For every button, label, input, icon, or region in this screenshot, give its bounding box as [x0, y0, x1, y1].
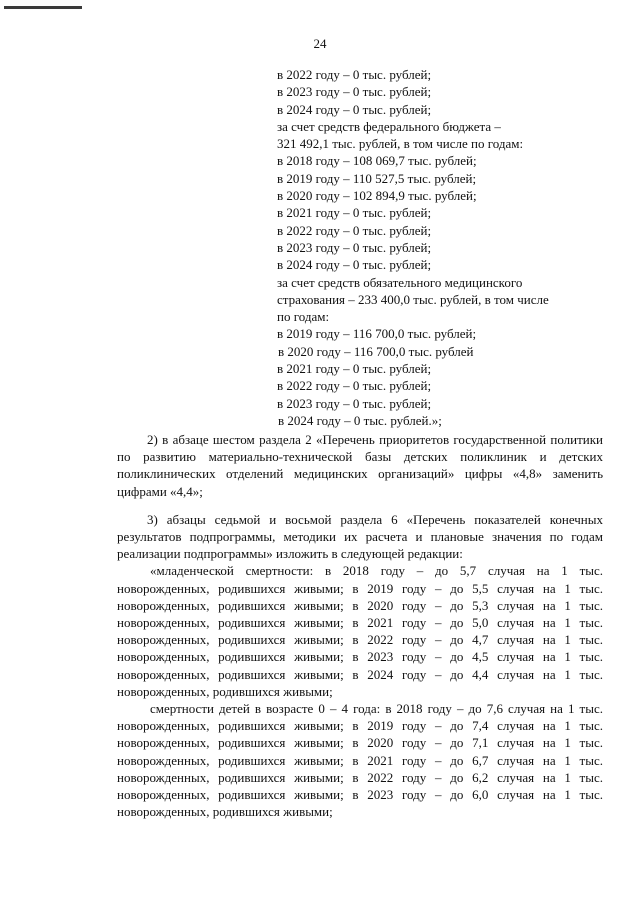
paragraph-item-2: 2) в абзаце шестом раздела 2 «Перечень приоритетов государственной политики по развитию материально-технической базы детских поликлиник и детских поликлинических отделений медицинских организаций» цифры «4,8» заменить цифрами «4,4»;: [117, 432, 603, 499]
budget-line: в 2023 году – 0 тыс. рублей;: [277, 395, 432, 411]
budget-line: в 2024 году – 0 тыс. рублей;: [277, 101, 432, 117]
budget-line: в 2024 году – 0 тыс. рублей;: [277, 257, 432, 273]
budget-line: в 2020 году – 102 894,9 тыс. рублей;: [277, 188, 477, 204]
budget-line: за счет средств обязательного медицинского: [277, 274, 523, 290]
budget-line: в 2019 году – 110 527,5 тыс. рублей;: [277, 170, 477, 186]
budget-funding-list: [277, 66, 577, 429]
budget-line: в 2023 году – 0 тыс. рублей;: [277, 84, 432, 100]
paragraph-item-3: 3) абзацы седьмой и восьмой раздела 6 «Перечень показателей конечных результатов подпрограммы, методики их расчета и плановые значения по годам реализации подпрограммы» изложить в следующей редакции:: [117, 511, 603, 562]
budget-line: в 2021 году – 0 тыс. рублей;: [277, 205, 432, 221]
budget-line: в 2018 году – 108 069,7 тыс. рублей;: [277, 153, 477, 169]
budget-line: за счет средств федерального бюджета –: [277, 118, 501, 134]
document-body: [117, 431, 603, 820]
budget-line: в 2021 году – 0 тыс. рублей;: [277, 361, 432, 377]
scan-edge-mark: [4, 6, 82, 9]
budget-line: в 2024 году – 0 тыс. рублей.»;: [278, 412, 442, 428]
budget-line: 321 492,1 тыс. рублей, в том числе по годам:: [277, 136, 524, 152]
budget-line: в 2020 году – 116 700,0 тыс. рублей: [278, 343, 474, 359]
budget-line: в 2022 году – 0 тыс. рублей;: [277, 378, 432, 394]
paragraph-child-mortality: смертности детей в возрасте 0 – 4 года: в 2018 году – до 7,6 случая на 1 тыс. новорожденных, родившихся живыми; в 2019 году – до 7,4 случая на 1 тыс. новорожденных, родившихся живыми; в 2020 году – до 7,1 случая на 1 тыс. новорожденных, родившихся живыми; в 2021 году – до 6,7 случая на 1 тыс. новорожденных, родившихся живыми; в 2022 году – до 6,2 случая на 1 тыс. новорожденных, родившихся живыми; в 2023 году – до 6,0 случая на 1 тыс. новорожденных, родившихся живыми;: [117, 701, 603, 820]
budget-line: в 2019 году – 116 700,0 тыс. рублей;: [277, 326, 477, 342]
budget-line: по годам:: [277, 309, 330, 325]
page-number: 24: [313, 36, 327, 51]
budget-line: в 2023 году – 0 тыс. рублей;: [277, 239, 432, 255]
budget-line: в 2022 году – 0 тыс. рублей;: [277, 67, 432, 82]
paragraph-infant-mortality: «младенческой смертности: в 2018 году – до 5,7 случая на 1 тыс. новорожденных, родившихся живыми; в 2019 году – до 5,5 случая на 1 тыс. новорожденных, родившихся живыми; в 2020 году – до 5,3 случая на 1 тыс. новорожденных, родившихся живыми; в 2021 году – до 5,0 случая на 1 тыс. новорожденных, родившихся живыми; в 2022 году – до 4,7 случая на 1 тыс. новорожденных, родившихся живыми; в 2023 году – до 4,5 случая на 1 тыс. новорожденных, родившихся живыми; в 2024 году – до 4,4 случая на 1 тыс. новорожденных, родившихся живыми;: [117, 563, 603, 699]
budget-line: страхования – 233 400,0 тыс. рублей, в том числе: [277, 291, 549, 307]
budget-line: в 2022 году – 0 тыс. рублей;: [277, 222, 432, 238]
